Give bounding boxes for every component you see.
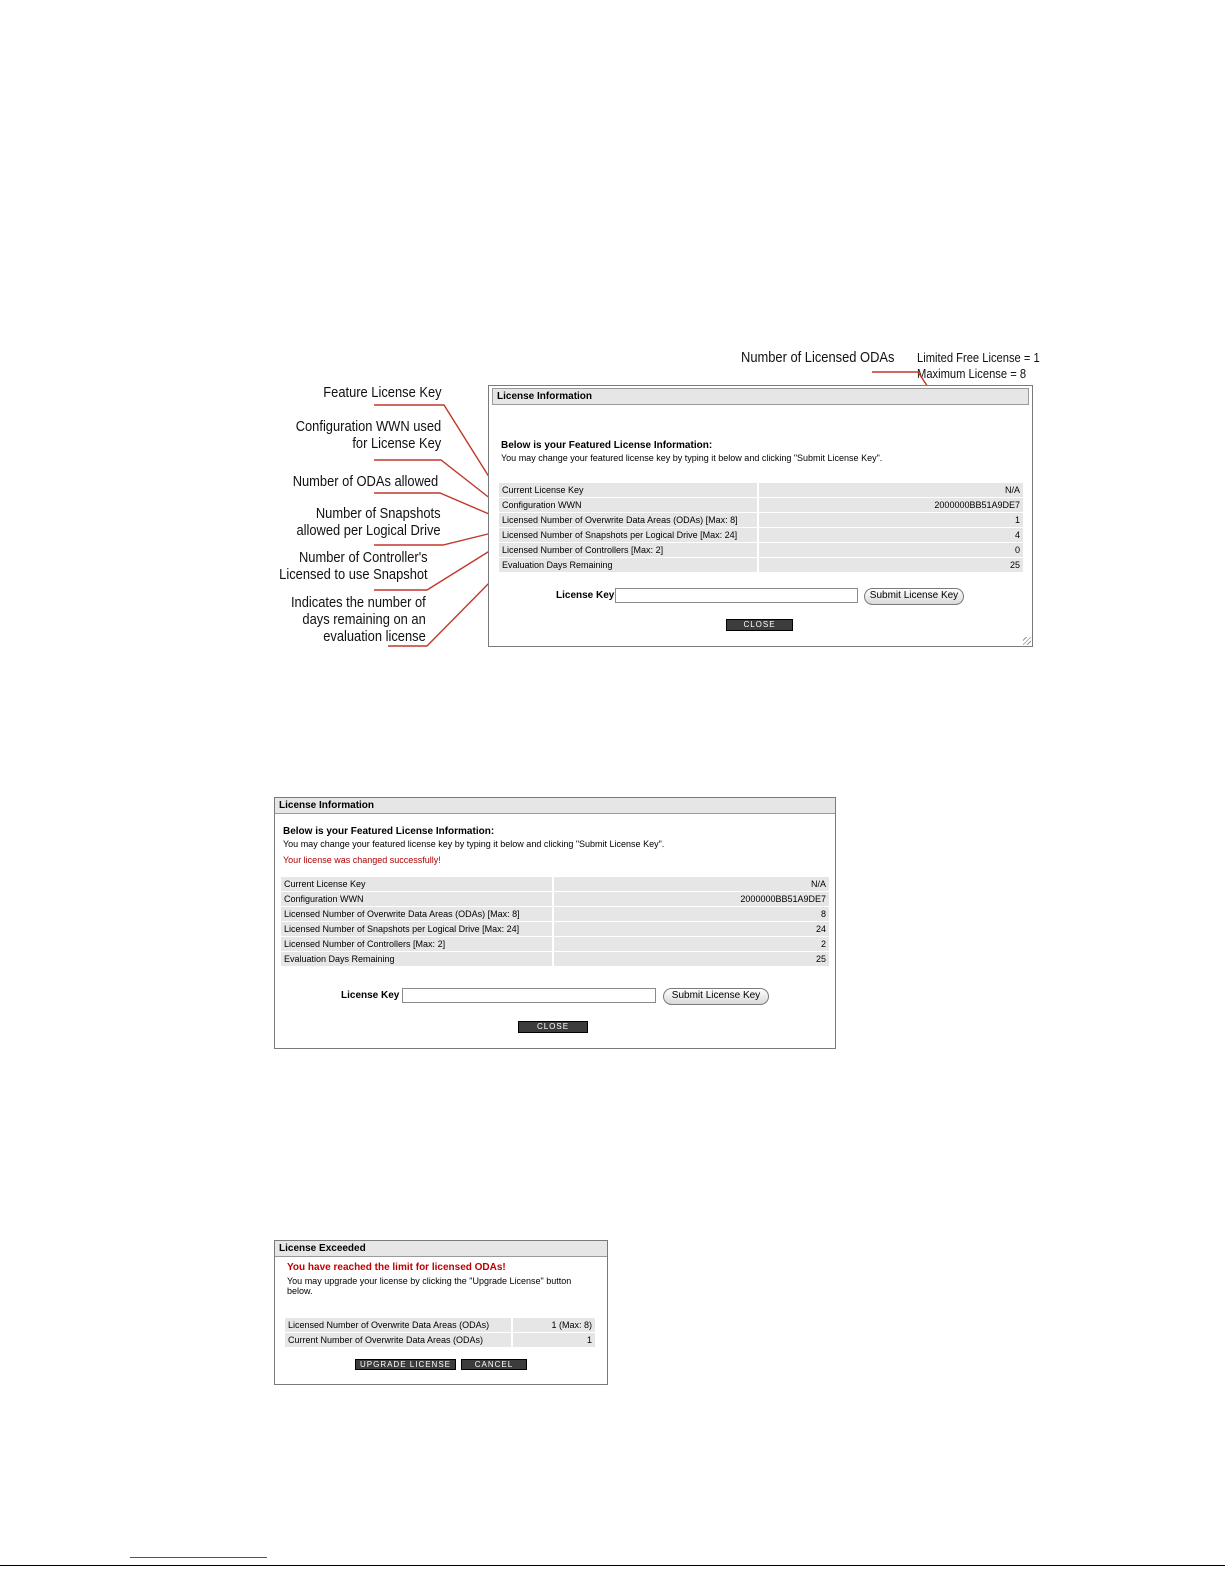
dialog-title: License Information [275, 798, 835, 814]
dialog-title: License Exceeded [275, 1241, 607, 1257]
dialog-body [283, 826, 823, 865]
annotation-days-line1: Indicates the number of [291, 594, 426, 611]
oda-table [285, 1317, 595, 1348]
table-row [281, 922, 829, 936]
close-button[interactable]: CLOSE [726, 619, 793, 631]
row-label: Licensed Number of Controllers [Max: 2] [499, 543, 757, 557]
dialog-instructions: You may change your featured license key by typing it below and clicking "Submit License Key". [501, 453, 883, 463]
annotation-feature-license-key: Feature License Key [323, 384, 442, 401]
table-row [285, 1318, 595, 1332]
table-row [281, 877, 829, 891]
dialog-instructions-line1: You may upgrade your license by clicking the "Upgrade License" button [287, 1276, 572, 1286]
annotation-config-wwn-line2: for License Key [352, 435, 441, 452]
success-message: Your license was changed successfully! [283, 855, 441, 865]
license-table [499, 482, 1023, 573]
license-table [281, 876, 829, 967]
limit-warning: You have reached the limit for licensed ODAs! [287, 1262, 506, 1273]
arrow-days [388, 576, 496, 646]
upgrade-license-button[interactable]: UPGRADE LICENSE [355, 1359, 456, 1370]
table-row [281, 892, 829, 906]
dialog-heading: Below is your Featured License Information: [283, 826, 495, 837]
row-label: Licensed Number of Overwrite Data Areas (ODAs) [Max: 8] [499, 513, 757, 527]
row-label: Current Number of Overwrite Data Areas (ODAs) [285, 1333, 511, 1347]
row-value: N/A [552, 877, 829, 891]
dialog-instructions: You may change your featured license key by typing it below and clicking "Submit License Key". [283, 839, 665, 849]
table-row [499, 498, 1023, 512]
annotation-controllers-line2: Licensed to use Snapshot [279, 566, 428, 583]
table-row [499, 528, 1023, 542]
table-row [499, 543, 1023, 557]
row-value: 1 (Max: 8) [511, 1318, 595, 1332]
row-label: Current License Key [499, 483, 757, 497]
license-key-label: License Key [341, 990, 400, 1001]
annotation-snapshots-line2: allowed per Logical Drive [296, 522, 441, 539]
row-value: 0 [757, 543, 1023, 557]
arrow-controllers [374, 547, 496, 590]
dialog-instructions-line2: below. [287, 1286, 313, 1296]
footer-divider [0, 1565, 1225, 1566]
license-key-input[interactable] [615, 588, 858, 603]
row-value: 2000000BB51A9DE7 [552, 892, 829, 906]
submit-license-key-button[interactable]: Submit License Key [864, 588, 964, 605]
dialog-body [287, 1262, 602, 1296]
row-label: Current License Key [281, 877, 552, 891]
arrow-snapshots [374, 532, 496, 545]
license-key-label: License Key [556, 590, 615, 601]
table-row [499, 558, 1023, 572]
annotation-days-line2: days remaining on an [302, 611, 426, 628]
annotation-limited-free: Limited Free License = 1 [917, 350, 1040, 365]
resize-grip-icon[interactable] [1023, 637, 1031, 645]
row-label: Evaluation Days Remaining [499, 558, 757, 572]
row-value: 2000000BB51A9DE7 [757, 498, 1023, 512]
annotation-controllers-line1: Number of Controller's [299, 549, 428, 566]
row-label: Configuration WWN [281, 892, 552, 906]
arrow-odas-allowed [374, 493, 496, 517]
license-info-dialog-1 [488, 385, 1033, 647]
row-value: 4 [757, 528, 1023, 542]
submit-license-key-button[interactable]: Submit License Key [663, 988, 769, 1005]
table-row [281, 952, 829, 966]
license-exceeded-dialog [274, 1240, 608, 1385]
table-row [499, 483, 1023, 497]
dialog-title: License Information [492, 388, 1029, 405]
row-value: 25 [757, 558, 1023, 572]
annotation-maximum: Maximum License = 8 [917, 366, 1027, 381]
annotation-config-wwn-line1: Configuration WWN used [295, 418, 441, 435]
row-label: Evaluation Days Remaining [281, 952, 552, 966]
row-value: N/A [757, 483, 1023, 497]
row-label: Licensed Number of Overwrite Data Areas (ODAs) [Max: 8] [281, 907, 552, 921]
row-label: Licensed Number of Snapshots per Logical Drive [Max: 24] [281, 922, 552, 936]
footer-link-underline [130, 1557, 267, 1558]
dialog-heading: Below is your Featured License Information: [501, 440, 713, 451]
table-row [499, 513, 1023, 527]
arrow-config-wwn [374, 460, 496, 503]
row-value: 1 [511, 1333, 595, 1347]
row-value: 2 [552, 937, 829, 951]
row-value: 1 [757, 513, 1023, 527]
annotation-odas-allowed: Number of ODAs allowed [292, 473, 438, 490]
row-label: Licensed Number of Snapshots per Logical Drive [Max: 24] [499, 528, 757, 542]
cancel-button[interactable]: CANCEL [461, 1359, 527, 1370]
row-value: 25 [552, 952, 829, 966]
row-value: 24 [552, 922, 829, 936]
annotation-snapshots-line1: Number of Snapshots [316, 505, 441, 522]
row-value: 8 [552, 907, 829, 921]
close-button[interactable]: CLOSE [518, 1021, 588, 1033]
table-row [281, 937, 829, 951]
license-info-dialog-2 [274, 797, 836, 1049]
row-label: Configuration WWN [499, 498, 757, 512]
row-label: Licensed Number of Controllers [Max: 2] [281, 937, 552, 951]
dialog-body [501, 440, 1021, 463]
table-row [281, 907, 829, 921]
arrow-feature-key [374, 405, 496, 488]
annotation-days-line3: evaluation license [323, 628, 426, 645]
annotation-licensed-odas: Number of Licensed ODAs [741, 349, 895, 366]
row-label: Licensed Number of Overwrite Data Areas (ODAs) [285, 1318, 511, 1332]
table-row [285, 1333, 595, 1347]
license-key-input[interactable] [402, 988, 656, 1003]
